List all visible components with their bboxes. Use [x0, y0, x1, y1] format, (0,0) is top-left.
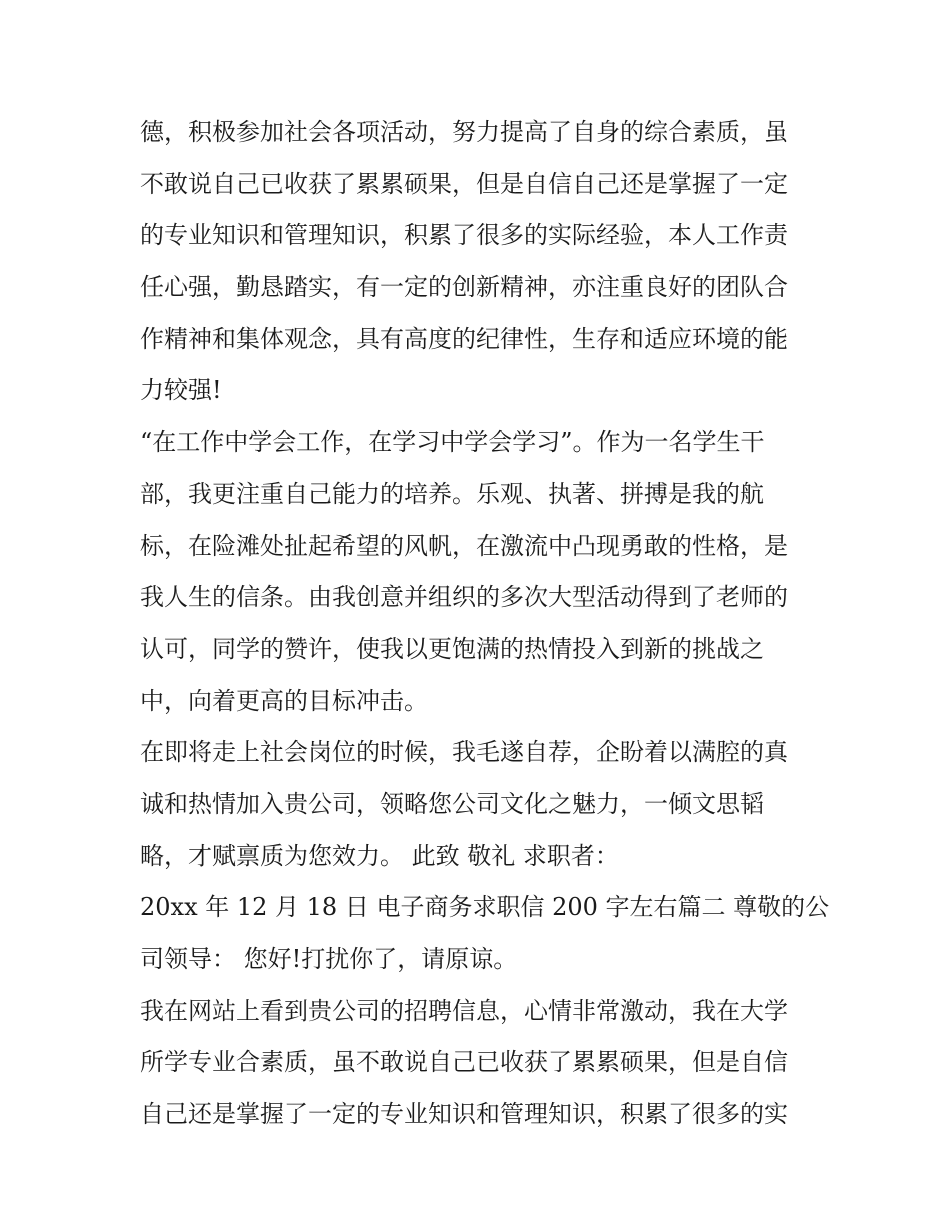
text-line: “在工作中学会工作，在学习中学会学习”。作为一名学生干 [140, 428, 765, 457]
text-line: 诚和热情加入贵公司，领略您公司文化之魅力，一倾文思韬 [140, 789, 764, 818]
text-line: 力较强! [140, 376, 222, 405]
text-line: 不敢说自己已收获了累累硕果，但是自信自己还是掌握了一定 [140, 169, 788, 198]
text-line: 所学专业合素质，虽不敢说自己已收获了累累硕果，但是自信 [140, 1048, 788, 1077]
text-line: 中，向着更高的目标冲击。 [140, 686, 428, 715]
text-line: 任心强，勤恳踏实，有一定的创新精神，亦注重良好的团队合 [140, 273, 788, 302]
text-line: 20xx 年 12 月 18 日 电子商务求职信 200 字左右篇二 尊敬的公 [140, 893, 830, 922]
text-line: 的专业知识和管理知识，积累了很多的实际经验，本人工作责 [140, 221, 788, 250]
text-line: 略，才赋禀质为您效力。 此致 敬礼 求职者： [140, 841, 619, 870]
text-line: 德，积极参加社会各项活动，努力提高了自身的综合素质，虽 [140, 118, 788, 146]
text-line: 部，我更注重自己能力的培养。乐观、执著、拼搏是我的航 [140, 479, 764, 508]
text-line: 我在网站上看到贵公司的招聘信息，心情非常激动，我在大学 [140, 996, 788, 1025]
text-line: 认可，同学的赞许，使我以更饱满的热情投入到新的挑战之 [140, 634, 764, 663]
text-line: 作精神和集体观念，具有高度的纪律性，生存和适应环境的能 [140, 324, 788, 353]
text-line: 我人生的信条。由我创意并组织的多次大型活动得到了老师的 [140, 583, 788, 612]
body-text [140, 107, 830, 1141]
text-line: 司领导： 您好!打扰你了，请原谅。 [140, 945, 518, 973]
text-line: 自己还是掌握了一定的专业知识和管理知识，积累了很多的实 [140, 1100, 788, 1129]
text-line: 标，在险滩处扯起希望的风帆，在激流中凸现勇敢的性格，是 [140, 531, 788, 560]
text-line: 在即将走上社会岗位的时候，我毛遂自荐，企盼着以满腔的真 [140, 738, 788, 767]
